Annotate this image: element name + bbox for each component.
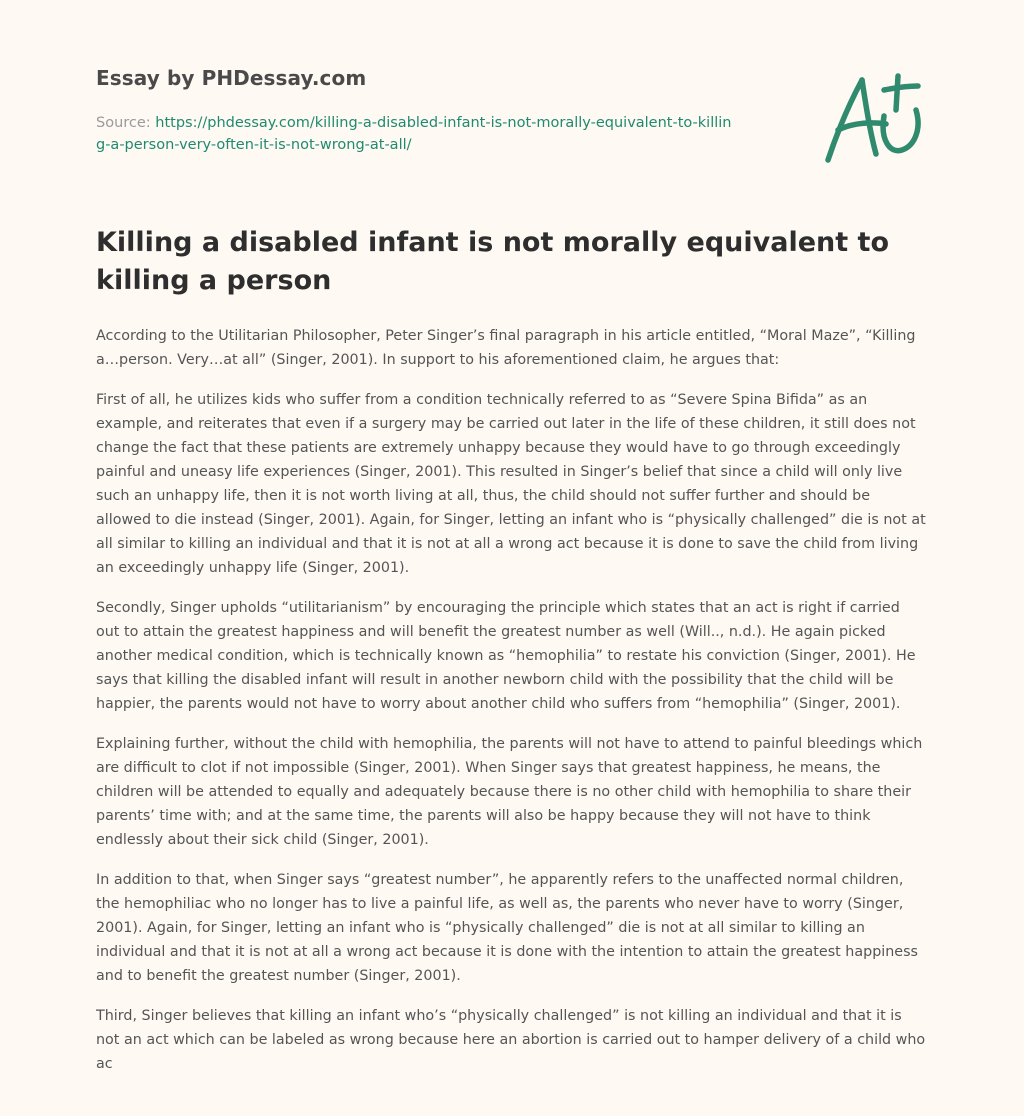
source-line	[96, 112, 736, 156]
site-brand: Essay by PHDessay.com	[96, 66, 367, 90]
a-plus-grade-icon	[824, 70, 928, 166]
paragraph-4: Explaining further, without the child with hemophilia, the parents will not have to attend to painful bleedings which are difficult to clot if not impossible (Singer, 2001). When Singer says that greatest happiness, he means, the children will be attended to equally and adequately because there is no other child with hemophilia to share their parents’ time with; and at the same time, the parents will also be happy because they will not have to think endlessly about their sick child (Singer, 2001).	[96, 736, 923, 848]
paragraph-5: In addition to that, when Singer says “greatest number”, he apparently refers to the unaffected normal children, the hemophiliac who no longer has to live a painful life, as well as, the parents who never have to worry (Singer, 2001). Again, for Singer, letting an infant who is “physically challenged” die is not at all similar to killing an individual and that it is not at all a wrong act because it is done with the intention to attain the greatest happiness and to benefit the greatest number (Singer, 2001).	[96, 872, 918, 984]
paragraph-2: First of all, he utilizes kids who suffer from a condition technically referred to as “Severe Spina Bifida” as an example, and reiterates that even if a surgery may be carried out later in the life of these children, it still does not change the fact that these patients are extremely unhappy because they would have to go through exceedingly painful and uneasy life experiences (Singer, 2001). This resulted in Singer’s belief that since a child will only live such an unhappy life, then it is not worth living at all, thus, the child should not suffer further and should be allowed to die instead (Singer, 2001). Again, for Singer, letting an infant who is “physically challenged” die is not at all similar to killing an individual and that it is not at all a wrong act because it is done to save the child from living an exceedingly unhappy life (Singer, 2001).	[96, 392, 926, 576]
source-link[interactable]: https://phdessay.com/killing-a-disabled-infant-is-not-morally-equivalent-to-killing-a-person-very-often-it-is-not-wrong-at-all/	[96, 115, 732, 153]
essay-title: Killing a disabled infant is not morally equivalent to killing a person	[96, 227, 889, 296]
paragraph-3: Secondly, Singer upholds “utilitarianism” by encouraging the principle which states that an act is right if carried out to attain the greatest happiness and will benefit the greatest number as well (Will.., n.d.). He again picked another medical condition, which is technically known as “hemophilia” to restate his conviction (Singer, 2001). He says that killing the disabled infant will result in another newborn child with the possibility that the child will be happier, the parents would not have to worry about another child who suffers from “hemophilia” (Singer, 2001).	[96, 600, 916, 712]
paragraph-1: According to the Utilitarian Philosopher, Peter Singer’s final paragraph in his article entitled, “Moral Maze”, “Killing a…person. Very…at all” (Singer, 2001). In support to his aforementioned claim, he argues that:	[96, 328, 916, 368]
source-label: Source:	[96, 115, 156, 131]
paragraph-6: Third, Singer believes that killing an infant who’s “physically challenged” is not killing an individual and that it is not an act which can be labeled as wrong because here an abortion is carried out to hamper delivery of a child who ac	[96, 1008, 926, 1072]
essay-body	[96, 324, 926, 1092]
